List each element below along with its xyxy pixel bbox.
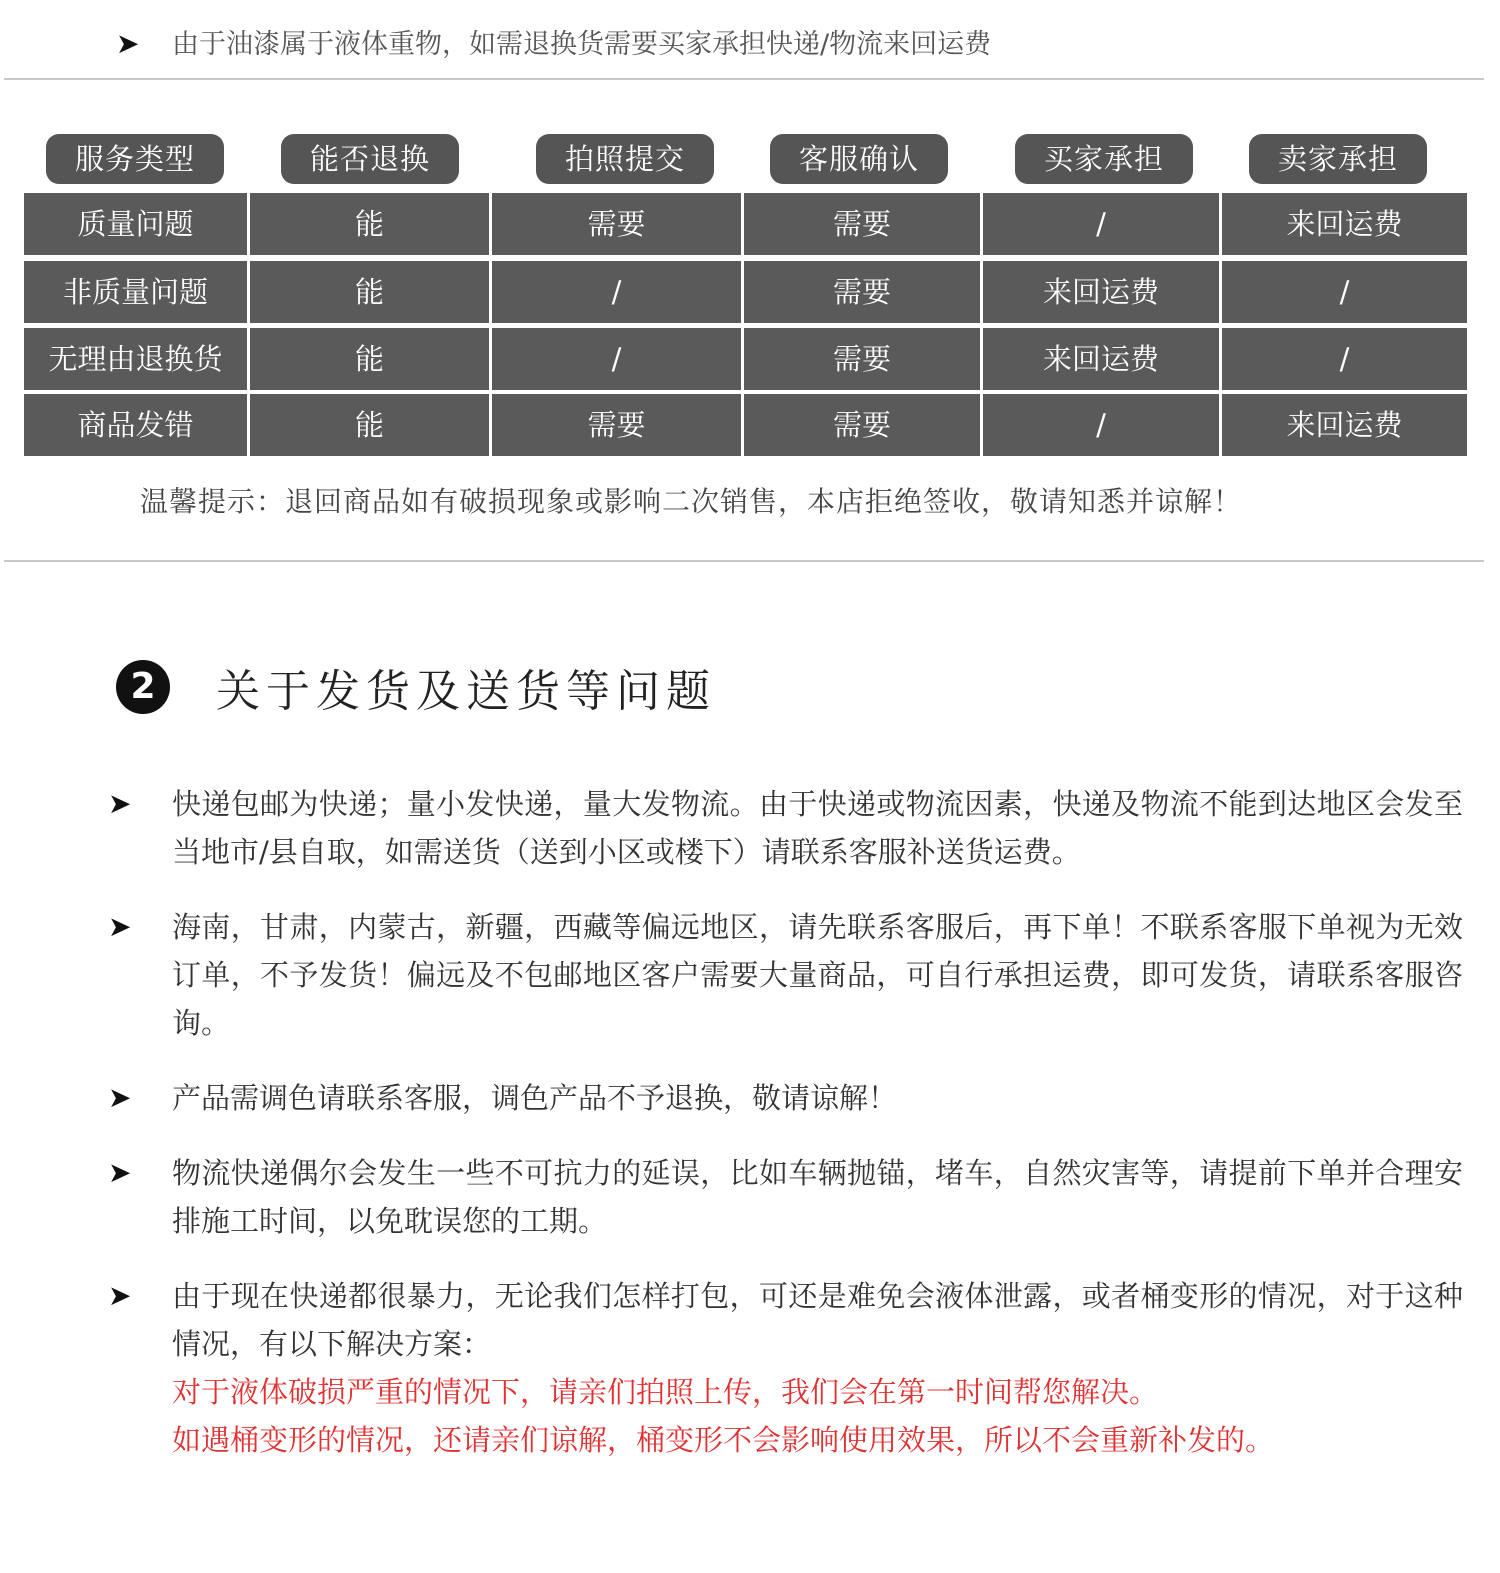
arrow-right-icon: ➤ — [116, 27, 140, 60]
table-cell: 能 — [250, 394, 492, 456]
table-cell: 无理由退换货 — [24, 328, 250, 390]
divider — [4, 78, 1484, 80]
table-cell: 需要 — [744, 261, 983, 323]
header-seller-pays: 卖家承担 — [1249, 134, 1427, 184]
list-item-text: 由于现在快递都很暴力，无论我们怎样打包，可还是难免会液体泄露，或者桶变形的情况，对于这种情况，有以下解决方案： — [172, 1279, 1463, 1361]
list-item-text: 产品需调色请联系客服，调色产品不予退换，敬请谅解！ — [172, 1081, 898, 1115]
table-row — [24, 394, 1467, 456]
list-item — [108, 1149, 1463, 1245]
top-note — [116, 22, 991, 61]
list-item — [108, 780, 1463, 876]
table-cell: 来回运费 — [1222, 394, 1467, 456]
table-cell: 需要 — [492, 193, 744, 255]
header-buyer-pays: 买家承担 — [1015, 134, 1193, 184]
list-item — [108, 1074, 1463, 1122]
table-cell: 来回运费 — [983, 328, 1222, 390]
section-number-badge: 2 — [116, 660, 170, 714]
red-note: 对于液体破损严重的情况下，请亲们拍照上传，我们会在第一时间帮您解决。 — [172, 1375, 1159, 1409]
warm-tip: 温馨提示：退回商品如有破损现象或影响二次销售，本店拒绝签收，敬请知悉并谅解！ — [140, 485, 1243, 518]
table-cell: 需要 — [744, 193, 983, 255]
table-cell: 能 — [250, 261, 492, 323]
table-cell: 需要 — [492, 394, 744, 456]
table-cell: / — [1222, 328, 1467, 390]
table-cell: / — [983, 394, 1222, 456]
table-cell: 非质量问题 — [24, 261, 250, 323]
arrow-right-icon: ➤ — [108, 1081, 132, 1114]
table-row — [24, 261, 1467, 323]
list-item — [108, 1272, 1463, 1464]
arrow-right-icon: ➤ — [108, 910, 132, 943]
section-title: 关于发货及送货等问题 — [216, 666, 716, 717]
table-cell: 质量问题 — [24, 193, 250, 255]
red-note: 如遇桶变形的情况，还请亲们谅解，桶变形不会影响使用效果，所以不会重新补发的。 — [172, 1423, 1275, 1457]
section-heading — [116, 655, 716, 719]
list-item-text: 海南，甘肃，内蒙古，新疆，西藏等偏远地区，请先联系客服后，再下单！不联系客服下单视为无效订单，不予发货！偏远及不包邮地区客户需要大量商品，可自行承担运费，即可发货，请联系客服咨询。 — [172, 910, 1463, 1040]
table-cell: 需要 — [744, 394, 983, 456]
table-cell: / — [1222, 261, 1467, 323]
top-note-text: 由于油漆属于液体重物，如需退换货需要买家承担快递/物流来回运费 — [172, 29, 992, 60]
arrow-right-icon: ➤ — [108, 1156, 132, 1189]
table-cell: 能 — [250, 193, 492, 255]
header-service-confirm: 客服确认 — [770, 134, 948, 184]
table-cell: / — [492, 261, 744, 323]
arrow-right-icon: ➤ — [108, 1279, 132, 1312]
arrow-right-icon: ➤ — [108, 787, 132, 820]
list-item-text: 物流快递偶尔会发生一些不可抗力的延误，比如车辆抛锚，堵车，自然灾害等，请提前下单并合理安排施工时间，以免耽误您的工期。 — [172, 1156, 1463, 1238]
table-cell: 来回运费 — [983, 261, 1222, 323]
table-cell: 需要 — [744, 328, 983, 390]
list-item — [108, 903, 1463, 1047]
list-item-text: 快递包邮为快递；量小发快递，量大发物流。由于快递或物流因素，快递及物流不能到达地区会发至当地市/县自取，如需送货（送到小区或楼下）请联系客服补送货运费。 — [172, 787, 1463, 869]
divider — [4, 560, 1484, 562]
table-cell: 商品发错 — [24, 394, 250, 456]
table-cell: / — [492, 328, 744, 390]
header-service-type: 服务类型 — [46, 134, 224, 184]
table-cell: / — [983, 193, 1222, 255]
table-cell: 来回运费 — [1222, 193, 1467, 255]
header-returnable: 能否退换 — [281, 134, 459, 184]
table-cell: 能 — [250, 328, 492, 390]
shipping-notes-list — [108, 780, 1463, 1491]
header-photo-submit: 拍照提交 — [536, 134, 714, 184]
table-row — [24, 193, 1467, 255]
table-row — [24, 328, 1467, 390]
